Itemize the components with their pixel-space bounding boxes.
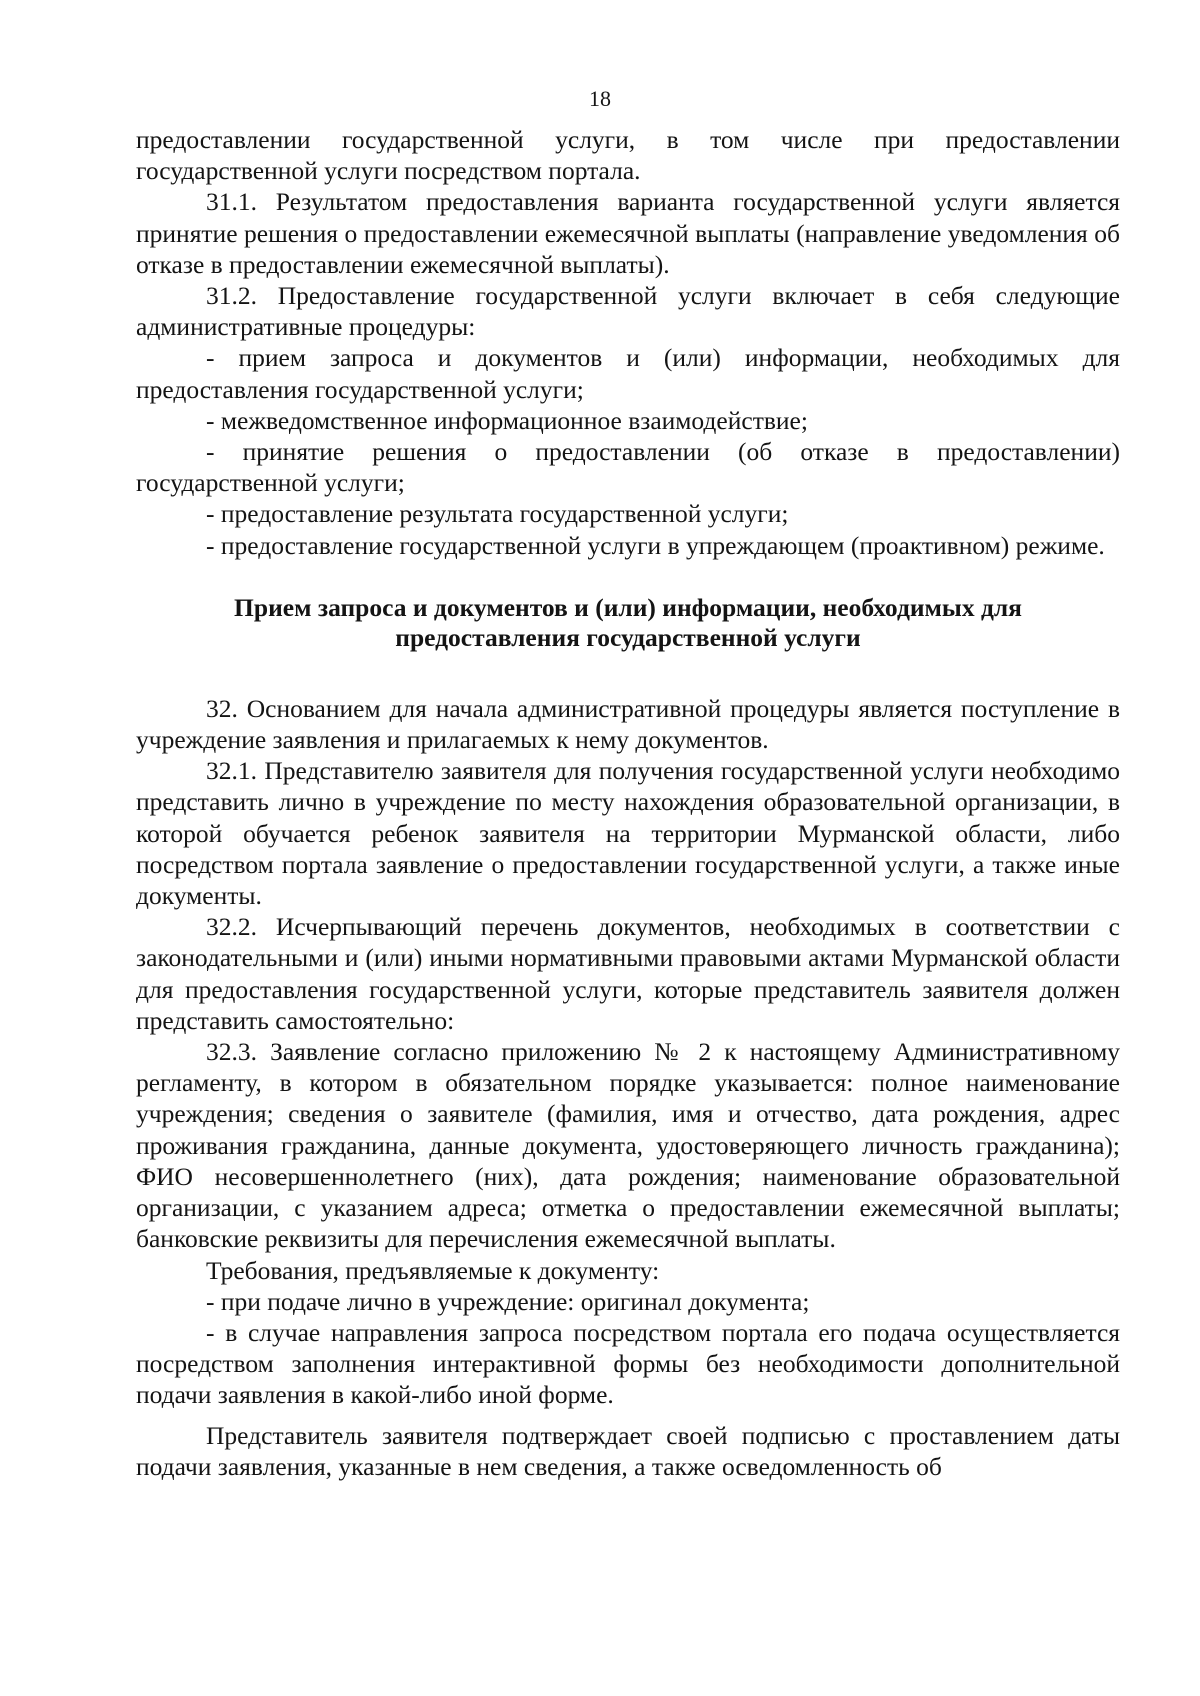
section-heading: Прием запроса и документов и (или) информации, необходимых для предоставления государственной услуги bbox=[234, 592, 1022, 653]
list-item: - прием запроса и документов и (или) информации, необходимых для предоставления государственной услуги; bbox=[136, 343, 1120, 404]
list-item: - предоставление результата государственной услуги; bbox=[206, 499, 789, 529]
paragraph: Требования, предъявляемые к документу: bbox=[206, 1255, 660, 1285]
document-body bbox=[136, 124, 1120, 1482]
paragraph-32-2: 32.2. Исчерпывающий перечень документов, необходимых в соответствии с законодательными и (или) иными нормативными правовыми актами Мурманской области для предоставления государственной услуги, которые представитель заявителя должен представить самостоятельно: bbox=[136, 912, 1120, 1035]
paragraph-32: 32. Основанием для начала административной процедуры является поступление в учреждение заявления и прилагаемых к нему документов. bbox=[136, 693, 1120, 755]
paragraph: предоставлении государственной услуги, в том числе при предоставлении государственной услуги посредством портала. bbox=[136, 125, 1120, 186]
page-number: 18 bbox=[589, 86, 611, 111]
list-item: - принятие решения о предоставлении (об отказе в предоставлении) государственной услуги; bbox=[136, 437, 1120, 498]
list-item: - при подаче лично в учреждение: оригинал документа; bbox=[206, 1286, 810, 1316]
list-item: - в случае направления запроса посредством портала его подача осуществляется посредством заполнения интерактивной формы без необходимости дополнительной подачи заявления в какой-либо иной форме. bbox=[136, 1317, 1120, 1410]
list-item: - предоставление государственной услуги в упреждающем (проактивном) режиме. bbox=[206, 530, 1105, 560]
list-item: - межведомственное информационное взаимодействие; bbox=[206, 405, 808, 435]
paragraph: Представитель заявителя подтверждает своей подписью с проставлением даты подачи заявления, указанные в нем сведения, а также осведомленность об bbox=[136, 1420, 1120, 1481]
paragraph-31-1: 31.1. Результатом предоставления варианта государственной услуги является принятие решения о предоставлении ежемесячной выплаты (направление уведомления об отказе в предоставлении ежемесячной выплаты). bbox=[136, 187, 1120, 279]
paragraph-32-3: 32.3. Заявление согласно приложению № 2 к настоящему Административному регламенту, в котором в обязательном порядке указывается: полное наименование учреждения; сведения о заявителе (фамилия, имя и отчество, дата рождения, адрес проживания гражданина, данные документа, удостоверяющего личность гражданина); ФИО несовершеннолетнего (них), дата рождения; наименование образовательной организации, с указанием адреса; отметка о предоставлении ежемесячной выплаты; банковские реквизиты для перечисления ежемесячной выплаты. bbox=[136, 1037, 1120, 1254]
paragraph-31-2: 31.2. Предоставление государственной услуги включает в себя следующие административные процедуры: bbox=[136, 281, 1120, 342]
paragraph-32-1: 32.1. Представителю заявителя для получения государственной услуги необходимо представить лично в учреждение по месту нахождения образовательной организации, в которой обучается ребенок заявителя на территории Мурманской области, либо посредством портала заявление о предоставлении государственной услуги, а также иные документы. bbox=[136, 756, 1120, 911]
